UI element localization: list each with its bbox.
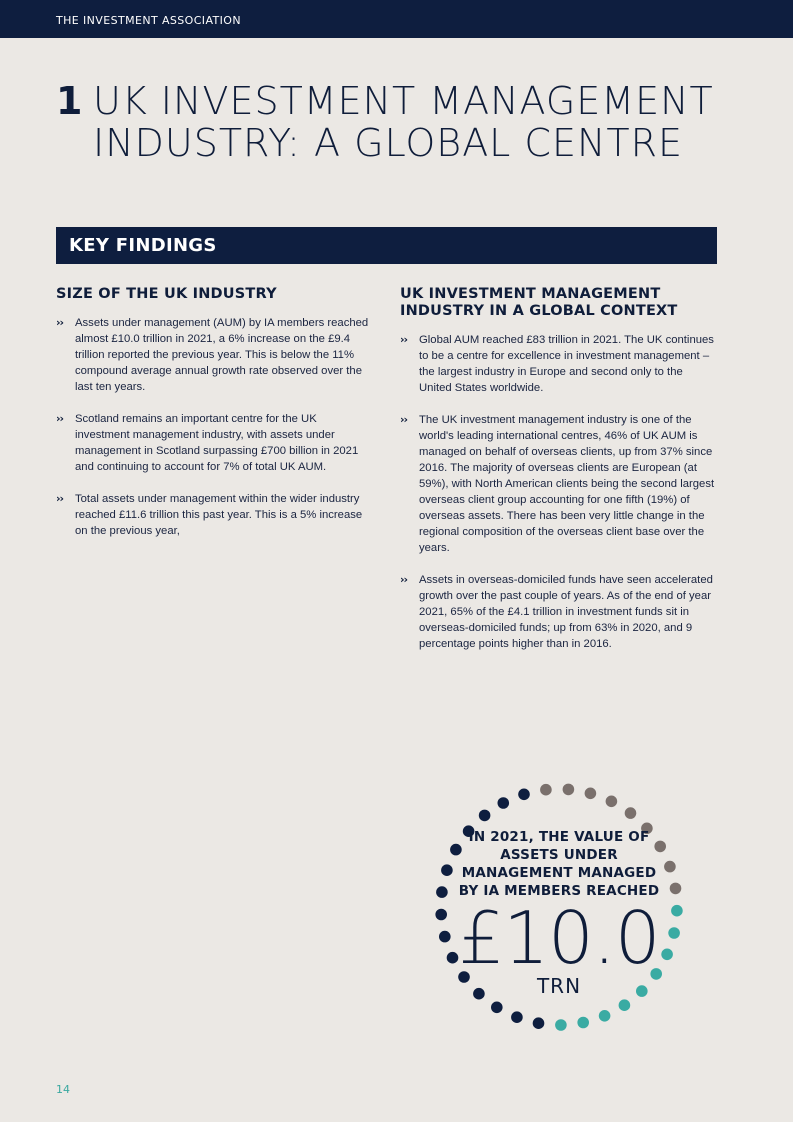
bullet-text: The UK investment management industry is one of the world's leading international centres, 46% of UK AUM is managed on behalf of overseas clients, up from 37% since 2016. The majority of overseas clients are European (at 59%), with North American clients being the second largest overseas client group accounting for one fifth (19%) of overseas assets. There has been very little change in the regional composition of the overseas client base over the years.: [419, 414, 715, 554]
left-column-heading: SIZE OF THE UK INDUSTRY: [56, 286, 277, 302]
ring-dot: [479, 810, 491, 822]
infographic-caption: IN 2021, THE VALUE OF ASSETS UNDER MANAGEMENT MANAGED BY IA MEMBERS REACHED: [458, 829, 660, 899]
ring-dot: [670, 883, 682, 895]
ring-dot: [491, 1002, 503, 1014]
ring-dot: [511, 1011, 523, 1023]
chevron-right-icon: ››: [400, 573, 408, 586]
ring-dot: [599, 1010, 611, 1022]
list-item: [400, 572, 718, 652]
ring-dot: [619, 999, 631, 1011]
bullet-text: Assets in overseas-domiciled funds have seen accelerated growth over the past couple of years. As of the end of year 2021, 65% of the £4.1 trillion in investment funds sit in overseas-domiciled funds; up from 63% in 2020, and 9 percentage points higher than in 2016.: [419, 574, 713, 650]
infographic-value: £10.0: [458, 896, 660, 980]
bullet-text: Total assets under management within the wider industry reached £11.6 trillion this past year. This is a 5% increase on the previous year,: [75, 493, 363, 537]
chevron-right-icon: ››: [400, 333, 408, 346]
aum-infographic: [432, 780, 686, 1034]
key-findings-label: KEY FINDINGS: [69, 235, 217, 256]
chapter-number: 1: [56, 79, 84, 123]
bullet-text: Global AUM reached £83 trillion in 2021. The UK continues to be a centre for excellence in investment management – the largest industry in Europe and second only to the United States worldwide.: [419, 334, 714, 394]
ring-dot: [577, 1017, 589, 1029]
ring-dot: [540, 784, 552, 796]
chevron-right-icon: ››: [56, 492, 64, 505]
ring-dot: [533, 1017, 545, 1029]
ring-dot: [498, 797, 510, 809]
chevron-right-icon: ››: [400, 413, 408, 426]
ring-dot: [625, 807, 637, 819]
right-column: [400, 286, 718, 668]
infographic-unit: TRN: [536, 974, 582, 998]
list-item: [56, 491, 374, 539]
ring-dot: [585, 788, 597, 800]
bullet-text: Scotland remains an important centre for the UK investment management industry, with assets under management in Scotland surpassing £700 billion in 2021 and continuing to account for 7% of total UK AUM.: [75, 413, 359, 473]
list-item: [400, 412, 718, 556]
list-item: [56, 315, 374, 395]
ring-dot: [664, 861, 676, 873]
ring-dot: [518, 789, 530, 801]
bullet-text: Assets under management (AUM) by IA members reached almost £10.0 trillion in 2021, a 6% increase on the £9.4 trillion reported the previous year. This is below the 11% compound average annual growth rate observed over the last ten years.: [75, 317, 369, 393]
org-name: THE INVESTMENT ASSOCIATION: [56, 14, 241, 27]
list-item: [400, 332, 718, 396]
chevron-right-icon: ››: [56, 412, 64, 425]
chapter-title: UK INVESTMENT MANAGEMENT INDUSTRY: A GLOBAL CENTRE: [93, 79, 714, 165]
chevron-right-icon: ››: [56, 316, 64, 329]
ring-dot: [563, 784, 575, 796]
right-column-heading: UK INVESTMENT MANAGEMENT INDUSTRY IN A GLOBAL CONTEXT: [400, 286, 678, 319]
page-number: 14: [56, 1083, 70, 1096]
key-findings-banner: [56, 227, 717, 264]
header-bar: [0, 0, 793, 38]
left-column: [56, 286, 374, 555]
ring-dot: [606, 796, 618, 808]
list-item: [56, 411, 374, 475]
ring-dot: [436, 886, 448, 898]
ring-dot: [555, 1019, 567, 1031]
ring-dot: [441, 864, 453, 876]
